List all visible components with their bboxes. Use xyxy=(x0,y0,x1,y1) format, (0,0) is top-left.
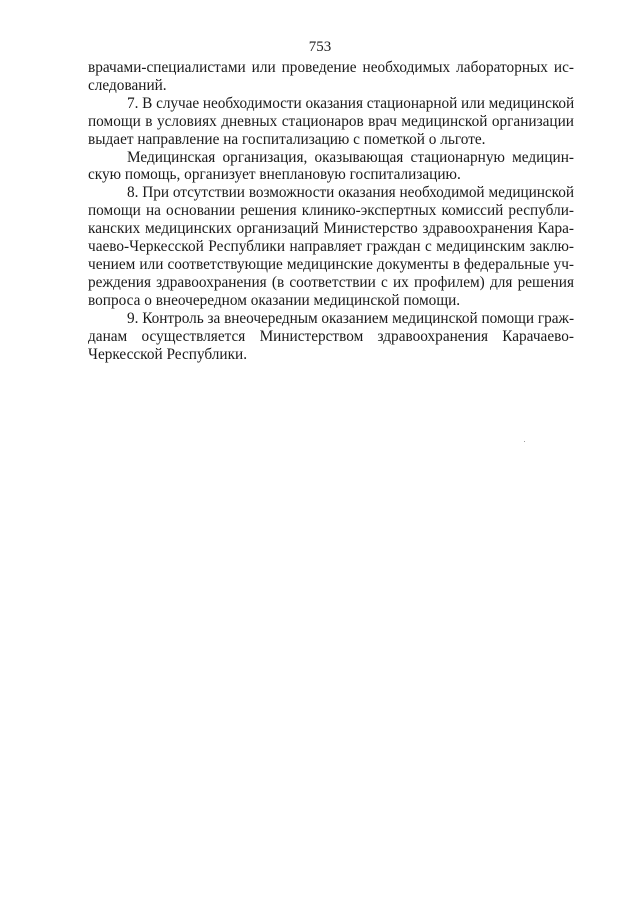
text-line: канских медицинских организаций Министерство здравоохранения Кара- xyxy=(88,220,574,238)
text-line: выдает направление на госпитализацию с пометкой о льготе. xyxy=(88,130,486,148)
text-line: скую помощь, организует внеплановую госпитализацию. xyxy=(88,166,461,184)
text-line: данам осуществляется Министерством здравоохранения Карачаево- xyxy=(88,327,574,345)
text-line: Медицинская организация, оказывающая стационарную медицин- xyxy=(127,148,574,166)
text-line: реждения здравоохранения (в соответствии с их профилем) для решения xyxy=(88,273,574,291)
text-line: чаево-Черкесской Республики направляет граждан с медицинским заклю- xyxy=(88,238,574,256)
scan-speck xyxy=(524,441,525,442)
paragraph-item-9 xyxy=(88,310,574,364)
paragraph-item-7-continued xyxy=(88,149,574,185)
paragraph-item-7 xyxy=(88,95,574,149)
text-line: 8. При отсутствии возможности оказания необходимой медицинской xyxy=(127,184,574,202)
text-line: помощи в условиях дневных стационаров врач медицинской организации xyxy=(88,112,574,130)
text-line: Черкесской Республики. xyxy=(88,345,248,363)
text-line: 7. В случае необходимости оказания стационарной или медицинской xyxy=(127,94,575,112)
text-line: следований. xyxy=(88,76,167,94)
paragraph-item-8 xyxy=(88,184,574,309)
page-number: 753 xyxy=(308,39,332,55)
text-line: помощи на основании решения клинико-экспертных комиссий республи- xyxy=(88,202,574,220)
body-text xyxy=(88,59,574,363)
text-line: чением или соответствующие медицинские документы в федеральные уч- xyxy=(88,255,574,273)
paragraph-continuation xyxy=(88,59,574,95)
text-line: врачами-специалистами или проведение необходимых лабораторных ис- xyxy=(88,59,574,76)
text-line: вопроса о внеочередном оказании медицинской помощи. xyxy=(88,291,461,309)
text-line: 9. Контроль за внеочередным оказанием медицинской помощи граж- xyxy=(127,309,574,327)
